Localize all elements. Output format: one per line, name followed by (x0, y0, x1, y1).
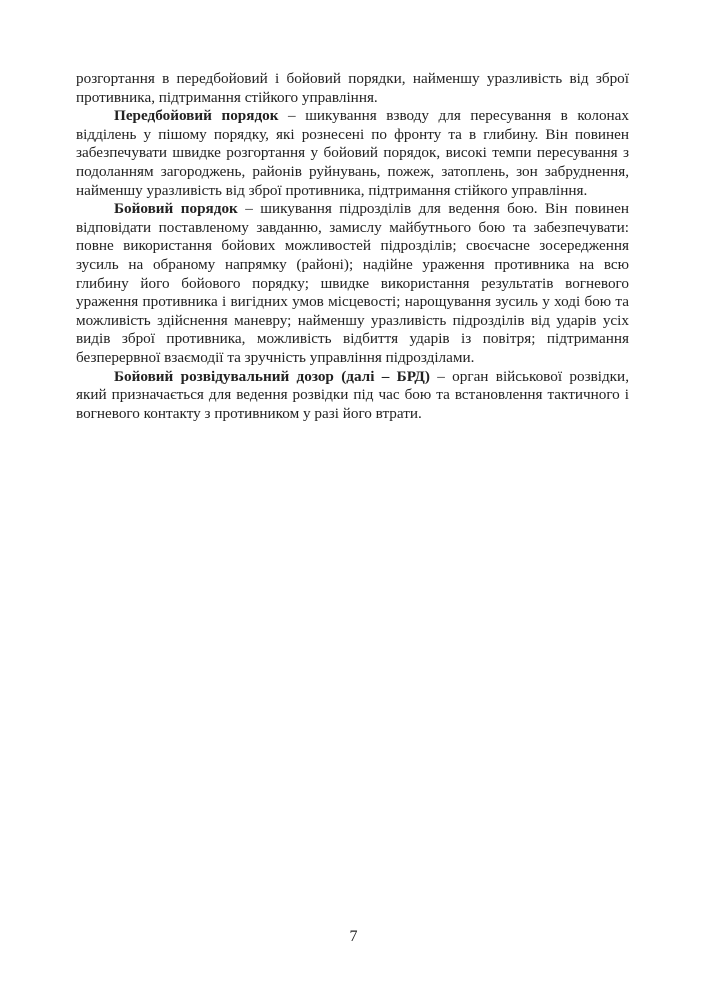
term-battle-order: Бойовий порядок (114, 200, 238, 218)
body-text (76, 70, 629, 423)
paragraph-text: – шикування підрозділів для ведення бою. Він повинен відповідати поставленому завданню, замислу майбутнього бою та забезпечувати: повне використання бойових можливостей підрозділів; своєчасне зосередження зусиль на обраному напрямку (районі); надійне ураження противника на всю глибину його бойового порядку; швидке використання результатів вогневого ураження противника і вигідних умов місцевості; нарощування зусиль у ході бою та можливість здійснення маневру; найменшу уразливість підрозділів від ударів усіх видів зброї противника, можливість відбиття ударів із повітря; підтримання безперервної взаємодії та зручність управління підрозділами. (76, 200, 629, 366)
paragraph-continuation (76, 70, 629, 107)
paragraph-text: розгортання в передбойовий і бойовий порядки, найменшу уразливість від зброї противника, підтримання стійкого управління. (76, 70, 629, 106)
paragraph-pre-battle-order (76, 107, 629, 200)
paragraph-text: – орган військової розвідки, який призначається для ведення розвідки під час бою та встановлення тактичного і вогневого контакту з противником у разі його втрати. (76, 367, 629, 422)
term-combat-recon-patrol: Бойовий розвідувальний дозор (далі – БРД) (114, 367, 430, 385)
paragraph-combat-recon-patrol (76, 368, 629, 424)
term-pre-battle-order: Передбойовий порядок (114, 107, 279, 125)
page-number: 7 (349, 928, 358, 945)
paragraph-text: – шикування взводу для пересування в колонах відділень у пішому порядку, які рознесені по фронту та в глибину. Він повинен забезпечувати швидке розгортання у бойовий порядок, високі темпи пересування з подоланням загороджень, районів руйнувань, пожеж, затоплень, зон забруднення, найменшу уразливість від зброї противника, підтримання стійкого управління. (76, 107, 630, 199)
paragraph-battle-order (76, 200, 629, 367)
